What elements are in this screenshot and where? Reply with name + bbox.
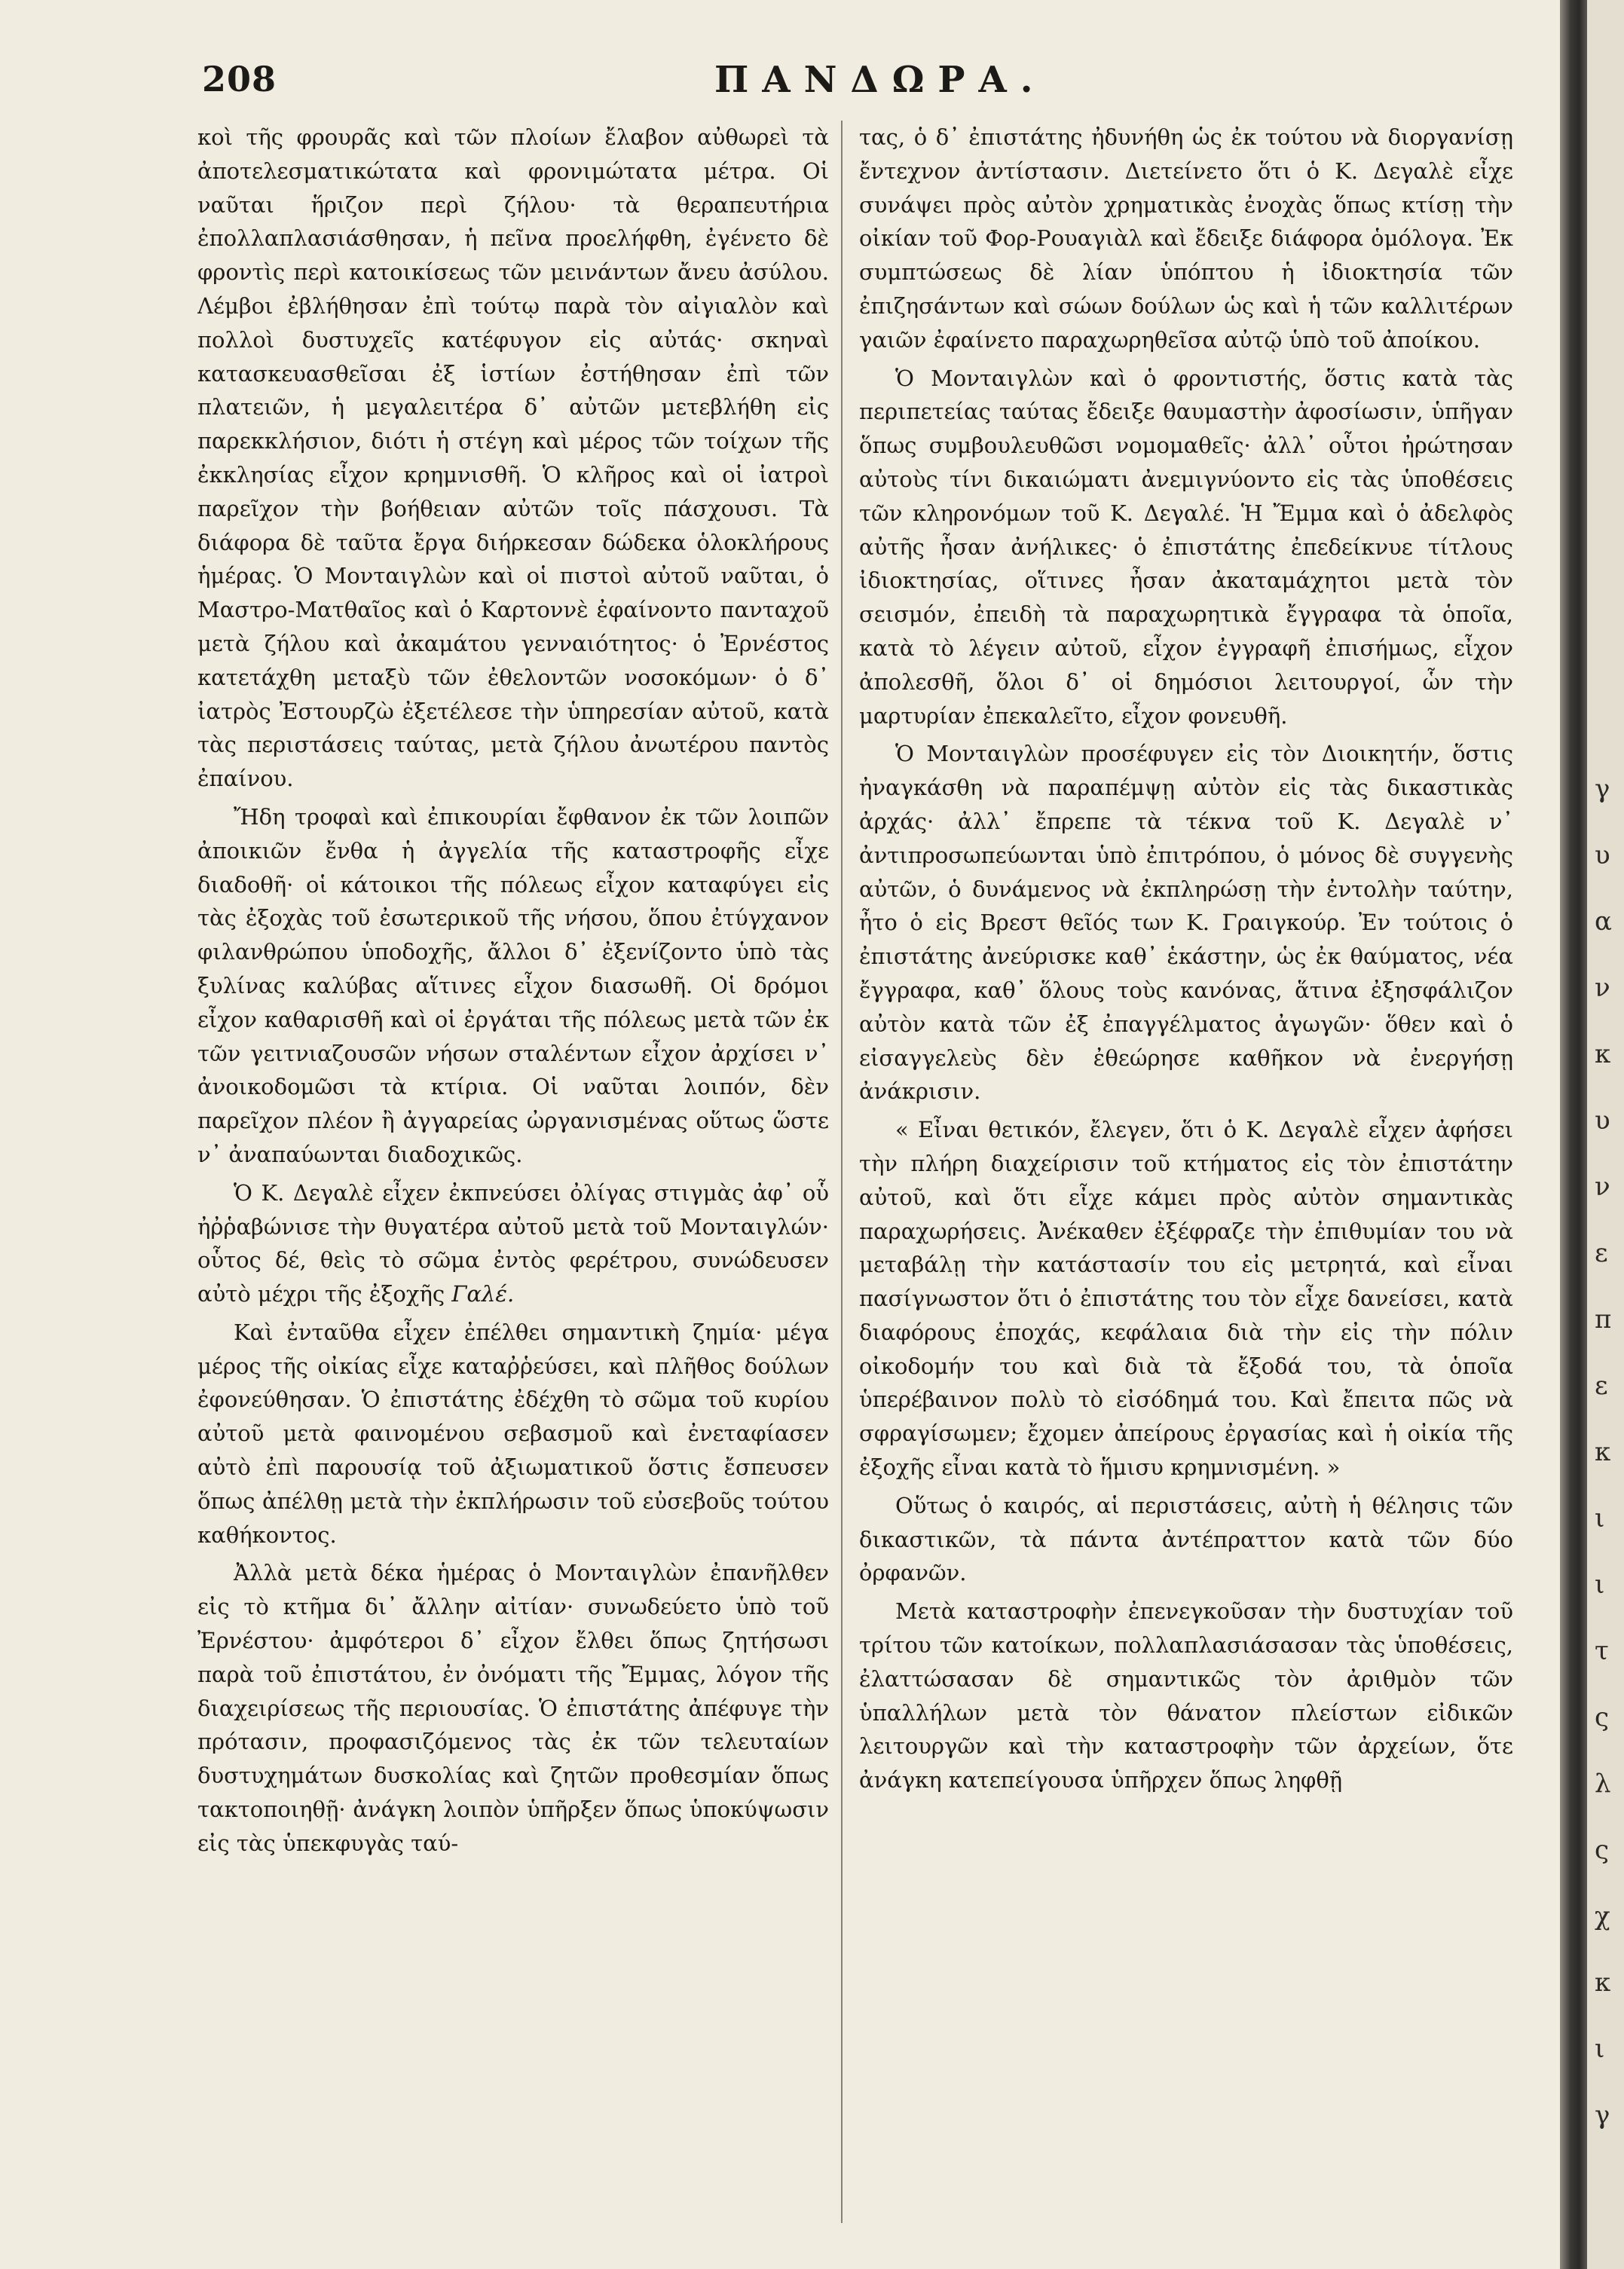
edge-letter: γ (1595, 2100, 1610, 2130)
paragraph: Ἤδη τροφαὶ καὶ ἐπικουρίαι ἔφθανον ἐκ τῶν λοιπῶν ἀποικιῶν ἔνθα ἡ ἀγγελία τῆς καταστροφῆς εἶχε διαδοθῆ· οἱ κάτοικοι τῆς πόλεως εἶχον καταφύγει εἰς τὰς ἐξοχὰς τοῦ ἐσωτερικοῦ τῆς νήσου, ὅπου ἐτύγχανον φιλανθρώπου ὑποδοχῆς, ἄλλοι δ᾽ ἐξενίζοντο ὑπὸ τὰς ξυλίνας καλύβας αἵτινες εἶχον διασωθῆ. Οἱ δρόμοι εἶχον καθαρισθῆ καὶ οἱ ἐργάται τῆς πόλεως μετὰ τῶν ἐκ τῶν γειτνιαζουσῶν νήσων σταλέντων εἶχον ἀρχίσει ν᾽ ἀνοικοδομῶσι τὰ κτίρια. Οἱ ναῦται λοιπόν, δὲν παρεῖχον πλέον ἢ ἀγγαρείας ὠργανισμένας οὕτως ὥστε ν᾽ ἀναπαύωνται διαδοχικῶς. (197, 803, 829, 1167)
edge-letter: ς (1595, 1835, 1610, 1865)
edge-letter: ι (1595, 2034, 1605, 2064)
running-title: ΠΑΝΔΩΡΑ. (714, 59, 1047, 101)
paragraph: τας, ὁ δ᾽ ἐπιστάτης ἠδυνήθη ὡς ἐκ τούτου νὰ διοργανίσῃ ἔντεχνον ἀντίστασιν. Διετείνετο ὅτι ὁ Κ. Δεγαλὲ εἶχε συνάψει πρὸς αὐτὸν χρηματικὰς ἐνοχὰς ὅπως κτίσῃ τὴν οἰκίαν τοῦ Φορ-Ρουαγιὰλ καὶ ἔδειξε διάφορα ὁμόλογα. Ἐκ συμπτώσεως δὲ λίαν ὑπόπτου ἡ ἰδιοκτησία τῶν ἐπιζησάντων καὶ σώων δούλων ὡς καὶ ἡ τῶν καλλιτέρων γαιῶν ἐφαίνετο παραχωρηθεῖσα αὐτῷ ὑπὸ τοῦ ἀποίκου. (859, 124, 1513, 353)
italic-place-name: Γαλέ. (451, 1281, 515, 1307)
paragraph: Ὁ Μονταιγλὼν προσέφυγεν εἰς τὸν Διοικητήν, ὅστις ἠναγκάσθη νὰ παραπέμψῃ αὐτὸν εἰς τὰς δικαστικὰς ἀρχάς· ἀλλ᾽ ἔπρεπε τὰ τέκνα τοῦ Κ. Δεγαλὲ ν᾽ ἀντιπροσωπεύωνται ὑπὸ ἐπιτρόπου, ὁ μόνος δὲ συγγενὴς αὐτῶν, ὁ δυνάμενος νὰ ἐκπληρώσῃ τὴν ἐντολὴν ταύτην, ἦτο ὁ εἰς Βρεστ θεῖός των Κ. Γραιγκούρ. Ἐν τούτοις ὁ ἐπιστάτης ἀνεύρισκε καθ᾽ ἑκάστην, ὡς ἐκ θαύματος, νέα ἔγγραφα, καθ᾽ ὅλους τοὺς κανόνας, ἅτινα ἐξησφάλιζον αὐτὸν κατὰ τῶν ἐξ ἐπαγγέλματος ἀγωγῶν· ὅθεν καὶ ὁ εἰσαγγελεὺς δὲν ἐθεώρησε καθῆκον νὰ ἐνεργήσῃ ἀνάκρισιν. (859, 741, 1513, 1105)
edge-letter: κ (1595, 1968, 1611, 1998)
edge-letter: λ (1595, 1769, 1611, 1799)
text-column-right (859, 121, 1513, 2231)
facing-page-edge (1587, 0, 1624, 2269)
column-divider (841, 121, 843, 2223)
edge-letter: ι (1595, 1503, 1605, 1534)
edge-letter: ι (1595, 1570, 1605, 1600)
paragraph (197, 1176, 829, 1311)
paragraph: Οὕτως ὁ καιρός, αἱ περιστάσεις, αὐτὴ ἡ θέλησις τῶν δικαστικῶν, τὰ πάντα ἀντέπραττον κατὰ τῶν δύο ὀρφανῶν. (859, 1492, 1513, 1586)
paragraph: κοὶ τῆς φρουρᾶς καὶ τῶν πλοίων ἔλαβον αὐθωρεὶ τὰ ἀποτελεσματικώτατα καὶ φρονιμώτατα μέτρα. Οἱ ναῦται ἥριζον περὶ ζήλου· τὰ θεραπευτήρια ἐπολλαπλασιάσθησαν, ἡ πεῖνα προελήφθη, ἐγένετο δὲ φροντὶς περὶ κατοικίσεως τῶν μεινάντων ἄνευ ἀσύλου. Λέμβοι ἐβλήθησαν ἐπὶ τούτῳ παρὰ τὸν αἰγιαλὸν καὶ πολλοὶ δυστυχεῖς κατέφυγον εἰς αὐτάς· σκηναὶ κατασκευασθεῖσαι ἐξ ἱστίων ἐστήθησαν ἐπὶ τῶν πλατειῶν, ἡ μεγαλειτέρα δ᾽ αὐτῶν μετεβλήθη εἰς παρεκκλήσιον, διότι ἡ στέγη καὶ μέρος τῶν τοίχων τῆς ἐκκλησίας εἶχον κρημνισθῆ. Ὁ κλῆρος καὶ οἱ ἰατροὶ παρεῖχον τὴν βοήθειαν αὐτῶν τοῖς πάσχουσι. Τὰ διάφορα δὲ ταῦτα ἔργα διήρκεσαν δώδεκα ὁλοκλήρους ἡμέρας. Ὁ Μονταιγλὼν καὶ οἱ πιστοὶ αὐτοῦ ναῦται, ὁ Μαστρο-Ματθαῖος καὶ ὁ Καρτοννὲ ἐφαίνοντο πανταχοῦ μετὰ ζήλου καὶ ἀκαμάτου γενναιότητος· ὁ Ἐρνέστος κατετάχθη μεταξὺ τῶν ἐθελοντῶν νοσοκόμων· ὁ δ᾽ ἰατρὸς Ἐστουρζὼ ἐξετέλεσε τὴν ὑπηρεσίαν αὐτοῦ, κατὰ τὰς περιστάσεις ταύτας, μετὰ ζήλου ἀνωτέρου παντὸς ἐπαίνου. (197, 124, 829, 792)
edge-letter: ε (1595, 1238, 1608, 1268)
page-header (202, 59, 1543, 112)
edge-letter: ν (1595, 973, 1610, 1003)
paragraph-text: Ὁ Κ. Δεγαλὲ εἶχεν ἐκπνεύσει ὀλίγας στιγμὰς ἀφ᾽ οὗ ἠῤῥαβώνισε τὴν θυγατέρα αὐτοῦ μετὰ τοῦ Μονταιγλών· οὗτος δέ, θεὶς τὸ σῶμα ἐντὸς φερέτρου, συνώδευσεν αὐτὸ μέχρι τῆς ἐξοχῆς (197, 1179, 829, 1307)
edge-letter: γ (1595, 774, 1610, 804)
edge-letter: ν (1595, 1172, 1610, 1202)
edge-letter: τ (1595, 1636, 1609, 1666)
edge-letter: α (1595, 907, 1612, 937)
paragraph: Καὶ ἐνταῦθα εἶχεν ἐπέλθει σημαντικὴ ζημία· μέγα μέρος τῆς οἰκίας εἶχε καταῤῥεύσει, καὶ πλῆθος δούλων ἐφονεύθησαν. Ὁ ἐπιστάτης ἐδέχθη τὸ σῶμα τοῦ κυρίου αὐτοῦ μετὰ φαινομένου σεβασμοῦ καὶ ἐνεταφίασεν αὐτὸ ἐπὶ παρουσίᾳ τοῦ ἀξιωματικοῦ ὅστις ἔσπευσεν ὅπως ἀπέλθῃ μετὰ τὴν ἐκπλήρωσιν τοῦ εὐσεβοῦς τούτου καθήκοντος. (197, 1319, 829, 1548)
edge-letter: χ (1595, 1901, 1610, 1931)
edge-letter: υ (1595, 1105, 1610, 1136)
edge-letter: π (1595, 1304, 1612, 1335)
quoted-paragraph: « Εἶναι θετικόν, ἔλεγεν, ὅτι ὁ Κ. Δεγαλὲ εἶχεν ἀφήσει τὴν πλήρη διαχείρισιν τοῦ κτήματος εἰς τὸν ἐπιστάτην αὐτοῦ, καὶ ὅτι εἶχε κάμει πρὸς αὐτὸν σημαντικὰς παραχωρήσεις. Ἀνέκαθεν ἐξέφραζε τὴν ἐπιθυμίαν του νὰ μεταβάλῃ τὴν κατάστασίν του εἰς μετρητά, καὶ εἶναι πασίγνωστον ὅτι ὁ ἐπιστάτης του τὸν εἶχε δανείσει, κατὰ διαφόρους ἐποχάς, κεφάλαια διὰ τὴν εἰς τὴν πόλιν οἰκοδομήν του καὶ διὰ τὰ ἔξοδά του, τὰ ὁποῖα ὑπερέβαινον πολὺ τὸ εἰσόδημά του. Καὶ ἔπειτα πῶς νὰ σφραγίσωμεν; ἔχομεν ἀπείρους ἐργασίας καὶ ἡ οἰκία τῆς ἐξοχῆς εἶναι κατὰ τὸ ἥμισυ κρημνισμένη. » (859, 1117, 1513, 1481)
page-number: 208 (202, 59, 277, 99)
paragraph: Μετὰ καταστροφὴν ἐπενεγκοῦσαν τὴν δυστυχίαν τοῦ τρίτου τῶν κατοίκων, πολλαπλασιάσασαν τὰς ὑποθέσεις, ἐλαττώσασαν δὲ σημαντικῶς τὸν ἀριθμὸν τῶν ὑπαλλήλων μετὰ τὸν θάνατον πλείστων εἰδικῶν λειτουργῶν καὶ τὴν καταστροφὴν τῶν ἀρχείων, ὅτε ἀνάγκη κατεπείγουσα ὑπῆρχεν ὅπως ληφθῇ (859, 1598, 1513, 1793)
edge-letter: κ (1595, 1039, 1611, 1069)
paragraph: Ἀλλὰ μετὰ δέκα ἡμέρας ὁ Μονταιγλὼν ἐπανῆλθεν εἰς τὸ κτῆμα δι᾽ ἄλλην αἰτίαν· συνωδεύετο ὑπὸ τοῦ Ἐρνέστου· ἀμφότεροι δ᾽ εἶχον ἔλθει ὅπως ζητήσωσι παρὰ τοῦ ἐπιστάτου, ἐν ὀνόματι τῆς Ἔμμας, λόγον τῆς διαχειρίσεως τῆς περιουσίας. Ὁ ἐπιστάτης ἀπέφυγε τὴν πρότασιν, προφασιζόμενος τὰς ἐκ τῶν τελευταίων δυστυχημάτων δυσκολίας καὶ ζητῶν προθεσμίαν ὅπως τακτοποιηθῇ· ἀνάγκη λοιπὸν ὑπῆρξεν ὅπως ὑποκύψωσιν εἰς τὰς ὑπεκφυγὰς ταύ- (197, 1560, 829, 1856)
edge-letter: κ (1595, 1437, 1611, 1467)
text-column-left (197, 121, 829, 2231)
edge-letter: ς (1595, 1702, 1610, 1732)
edge-letter: υ (1595, 840, 1610, 870)
paragraph: Ὁ Μονταιγλὼν καὶ ὁ φροντιστής, ὅστις κατὰ τὰς περιπετείας ταύτας ἔδειξε θαυμαστὴν ἀφοσίωσιν, ὑπῆγαν ὅπως συμβουλευθῶσι νομομαθεῖς· ἀλλ᾽ οὗτοι ἠρώτησαν αὐτοὺς τίνι δικαιώματι ἀνεμιγνύοντο εἰς τὰς ὑποθέσεις τῶν κληρονόμων τοῦ Κ. Δεγαλέ. Ἡ Ἔμμα καὶ ὁ ἀδελφὸς αὐτῆς ἦσαν ἀνήλικες· ὁ ἐπιστάτης ἐπεδείκνυε τίτλους ἰδιοκτησίας, οἵτινες ἦσαν ἀκαταμάχητοι μετὰ τὸν σεισμόν, ἐπειδὴ τὰ παραχωρητικὰ ἔγγραφα τὰ ὁποῖα, κατὰ τὸ λέγειν αὐτοῦ, εἶχον ἐγγραφῆ ἐπισήμως, εἶχον ἀπολεσθῆ, ὅλοι δ᾽ οἱ δημόσιοι λειτουργοί, ὧν τὴν μαρτυρίαν ἐπεκαλεῖτο, εἶχον φονευθῆ. (859, 365, 1513, 729)
edge-letter: ε (1595, 1371, 1608, 1401)
book-gutter-shadow (1560, 0, 1587, 2269)
